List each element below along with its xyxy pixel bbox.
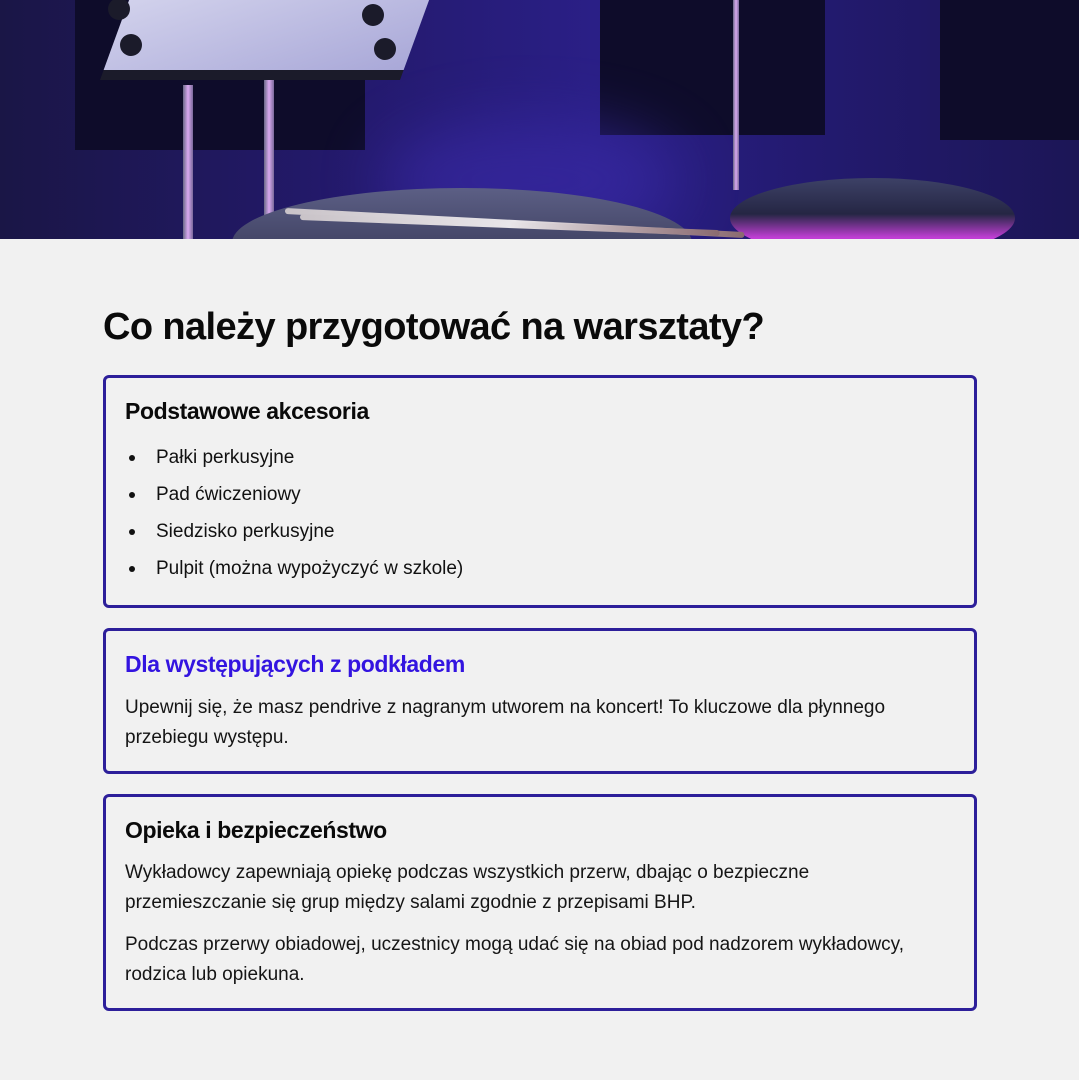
- main-content: [103, 305, 977, 1031]
- list-item: Siedzisko perkusyjne: [125, 513, 954, 550]
- card-heading: Dla występujących z podkładem: [125, 651, 465, 678]
- card-paragraph: Upewnij się, że masz pendrive z nagranym utworem na koncert! To kluczowe dla płynnego przebiegu występu.: [125, 696, 886, 748]
- card-paragraph: Wykładowcy zapewniają opiekę podczas wszystkich przerw, dbając o bezpieczne przemieszczanie się grup między salami zgodnie z przepisami BHP.: [125, 862, 810, 914]
- list-item: Pałki perkusyjne: [125, 439, 954, 476]
- page-title: Co należy przygotować na warsztaty?: [103, 306, 765, 348]
- list-item: Pulpit (można wypożyczyć w szkole): [125, 550, 954, 587]
- card-paragraph: Podczas przerwy obiadowej, uczestnicy mogą udać się na obiad pod nadzorem wykładowcy, rodzica lub opiekuna.: [125, 934, 905, 986]
- card-basic-accessories: [103, 375, 977, 609]
- card-backing-track-performers: [103, 628, 977, 774]
- list-item: Pad ćwiczeniowy: [125, 476, 954, 513]
- hero-image-music-stand-drum-pad: [0, 0, 1079, 239]
- card-care-and-safety: [103, 794, 977, 1012]
- accessories-list: [125, 439, 954, 587]
- card-heading: Podstawowe akcesoria: [125, 397, 369, 424]
- card-heading: Opieka i bezpieczeństwo: [125, 816, 387, 843]
